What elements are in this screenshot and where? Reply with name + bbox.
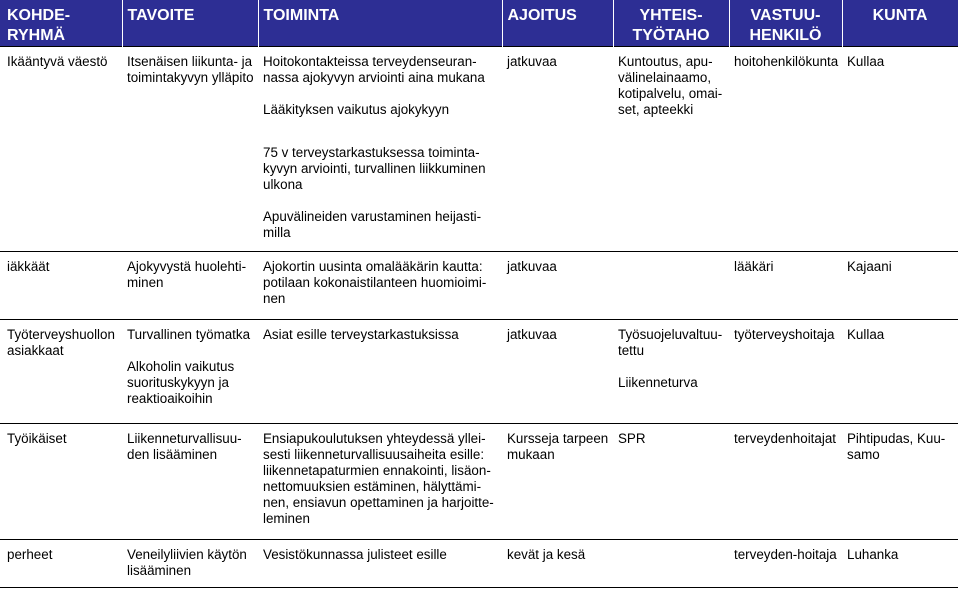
cell-tavoite-line: reaktioaikoihin xyxy=(127,391,213,406)
cell-toiminta xyxy=(258,320,502,424)
cell-yhteistyotaho xyxy=(613,47,729,252)
yhteistyotaho-line: tettu xyxy=(618,343,645,358)
cell-tavoite xyxy=(122,320,258,424)
table-row xyxy=(0,252,958,320)
cell-kunta: Kullaa xyxy=(842,320,958,424)
cell-tavoite-line: Liikenneturvallisuu- xyxy=(127,431,242,446)
toiminta-line: 75 v terveystarkastuksessa toiminta- xyxy=(263,145,480,160)
header-kunta: KUNTA xyxy=(842,0,958,47)
cell-tavoite-line: Itsenäisen liikunta- ja xyxy=(127,54,253,69)
cell-kohderyhma xyxy=(0,320,122,424)
toiminta-line: Vesistökunnassa julisteet esille xyxy=(263,547,447,562)
cell-kohderyhma: perheet xyxy=(0,540,122,588)
header-vastuuhenkilo xyxy=(729,0,842,47)
cell-vastuuhenkilo: työterveyshoitaja xyxy=(729,320,842,424)
cell-kunta: Kullaa xyxy=(842,47,958,252)
toiminta-line: nen xyxy=(263,291,286,306)
cell-ajoitus: jatkuvaa xyxy=(502,252,613,320)
cell-tavoite-line: Ajokyvystä huolehti- xyxy=(127,259,247,274)
cell-ajoitus: kevät ja kesä xyxy=(502,540,613,588)
cell-kohderyhma: iäkkäät xyxy=(0,252,122,320)
cell-toiminta xyxy=(258,252,502,320)
toiminta-line: Apuvälineiden varustaminen heijasti- xyxy=(263,209,482,224)
toiminta-line: Ensiapukoulutuksen yhteydessä yllei- xyxy=(263,431,486,446)
cell-yhteistyotaho xyxy=(613,424,729,540)
cell-toiminta xyxy=(258,540,502,588)
cell-ajoitus xyxy=(502,424,613,540)
yhteistyotaho-line: Kuntoutus, apu- xyxy=(618,54,713,69)
kohderyhma-line: asiakkaat xyxy=(7,343,64,358)
cell-tavoite-line: suorituskykyyn ja xyxy=(127,375,229,390)
cell-tavoite-line: minen xyxy=(127,275,164,290)
cell-tavoite-line: toimintakyvyn ylläpito xyxy=(127,70,254,85)
header-yhteistyotaho-line1: YHTEIS- xyxy=(639,7,703,24)
cell-vastuuhenkilo: hoitohenkilökunta xyxy=(729,47,842,252)
yhteistyotaho-paragraph xyxy=(618,375,725,391)
header-toiminta: TOIMINTA xyxy=(258,0,502,47)
cell-vastuuhenkilo: terveyden-hoitaja xyxy=(729,540,842,588)
yhteistyotaho-line: kotipalvelu, omai- xyxy=(618,86,723,101)
yhteistyotaho-line: välinelainaamo, xyxy=(618,70,712,85)
cell-vastuuhenkilo: lääkäri xyxy=(729,252,842,320)
table-row xyxy=(0,320,958,424)
toiminta-paragraph xyxy=(263,145,498,193)
cell-vastuuhenkilo: terveydenhoitajat xyxy=(729,424,842,540)
cell-yhteistyotaho xyxy=(613,540,729,588)
header-yhteistyotaho xyxy=(613,0,729,47)
toiminta-line: Asiat esille terveystarkastuksissa xyxy=(263,327,459,342)
cell-kohderyhma: Työikäiset xyxy=(0,424,122,540)
cell-kunta xyxy=(842,424,958,540)
kunta-line: samo xyxy=(847,447,880,462)
ajoitus-line: mukaan xyxy=(507,447,555,462)
ajoitus-line: Kursseja tarpeen xyxy=(507,431,609,446)
cell-tavoite-line: Veneilyliivien käytön xyxy=(127,547,247,562)
toiminta-line: ulkona xyxy=(263,177,303,192)
toiminta-line: sesti liikenneturvallisuusaiheita esille: xyxy=(263,447,485,462)
tavoite-paragraph xyxy=(127,359,254,407)
table-row xyxy=(0,540,958,588)
toiminta-line: potilaan kokonaistilanteen huomioimi- xyxy=(263,275,487,290)
header-yhteistyotaho-line2: TYÖTAHO xyxy=(632,27,710,44)
toiminta-line: liikennetapaturmien ennakointi, lisäon- xyxy=(263,463,491,478)
toiminta-line: nen, ensiavun opettaminen ja harjoitte- xyxy=(263,495,494,510)
cell-yhteistyotaho xyxy=(613,252,729,320)
toiminta-line: milla xyxy=(263,225,291,240)
cell-toiminta xyxy=(258,424,502,540)
header-vastuuhenkilo-line2: HENKILÖ xyxy=(749,27,822,44)
header-ajoitus: AJOITUS xyxy=(502,0,613,47)
cell-tavoite-line: den lisääminen xyxy=(127,447,218,462)
header-vastuuhenkilo-line1: VASTUU- xyxy=(750,7,821,24)
toiminta-line: Ajokortin uusinta omalääkärin kautta: xyxy=(263,259,483,274)
yhteistyotaho-line: Liikenneturva xyxy=(618,375,698,390)
toiminta-line: nassa ajokyvyn arviointi aina mukana xyxy=(263,70,485,85)
cell-tavoite xyxy=(122,47,258,252)
cell-kohderyhma: Ikääntyvä väestö xyxy=(0,47,122,252)
yhteistyotaho-line: set, apteekki xyxy=(618,102,694,117)
yhteistyotaho-line: Työsuojeluvaltuu- xyxy=(618,327,723,342)
cell-tavoite-line: Alkoholin vaikutus xyxy=(127,359,235,374)
cell-tavoite-line: lisääminen xyxy=(127,563,192,578)
header-kohderyhma xyxy=(0,0,122,47)
cell-ajoitus: jatkuvaa xyxy=(502,47,613,252)
table-row xyxy=(0,47,958,252)
header-kohderyhma-line1: KOHDE- xyxy=(7,7,71,24)
toiminta-line: kyvyn arviointi, turvallinen liikkuminen xyxy=(263,161,486,176)
cell-tavoite xyxy=(122,252,258,320)
cell-toiminta xyxy=(258,47,502,252)
cell-tavoite xyxy=(122,424,258,540)
cell-yhteistyotaho xyxy=(613,320,729,424)
table-row xyxy=(0,424,958,540)
cell-ajoitus: jatkuvaa xyxy=(502,320,613,424)
cell-tavoite xyxy=(122,540,258,588)
toiminta-paragraph xyxy=(263,54,498,86)
header-tavoite: TAVOITE xyxy=(122,0,258,47)
kohderyhma-line: Työterveyshuollon xyxy=(7,327,115,342)
toiminta-paragraph xyxy=(263,102,498,118)
yhteistyotaho-line: SPR xyxy=(618,431,646,446)
tavoite-paragraph xyxy=(127,327,254,343)
header-kohderyhma-line2: RYHMÄ xyxy=(7,27,66,44)
toiminta-paragraph xyxy=(263,209,498,241)
toiminta-line: Lääkityksen vaikutus ajokykyyn xyxy=(263,102,450,117)
toiminta-line: leminen xyxy=(263,511,310,526)
yhteistyotaho-paragraph xyxy=(618,327,725,359)
cell-kunta: Kajaani xyxy=(842,252,958,320)
kunta-line: Pihtipudas, Kuu- xyxy=(847,431,946,446)
cell-kunta: Luhanka xyxy=(842,540,958,588)
toiminta-line: nettomuuksien estäminen, hälyttämi- xyxy=(263,479,482,494)
toiminta-line: Hoitokontakteissa terveydenseuran- xyxy=(263,54,477,69)
header-row xyxy=(0,0,958,47)
cell-tavoite-line: Turvallinen työmatka xyxy=(127,327,251,342)
